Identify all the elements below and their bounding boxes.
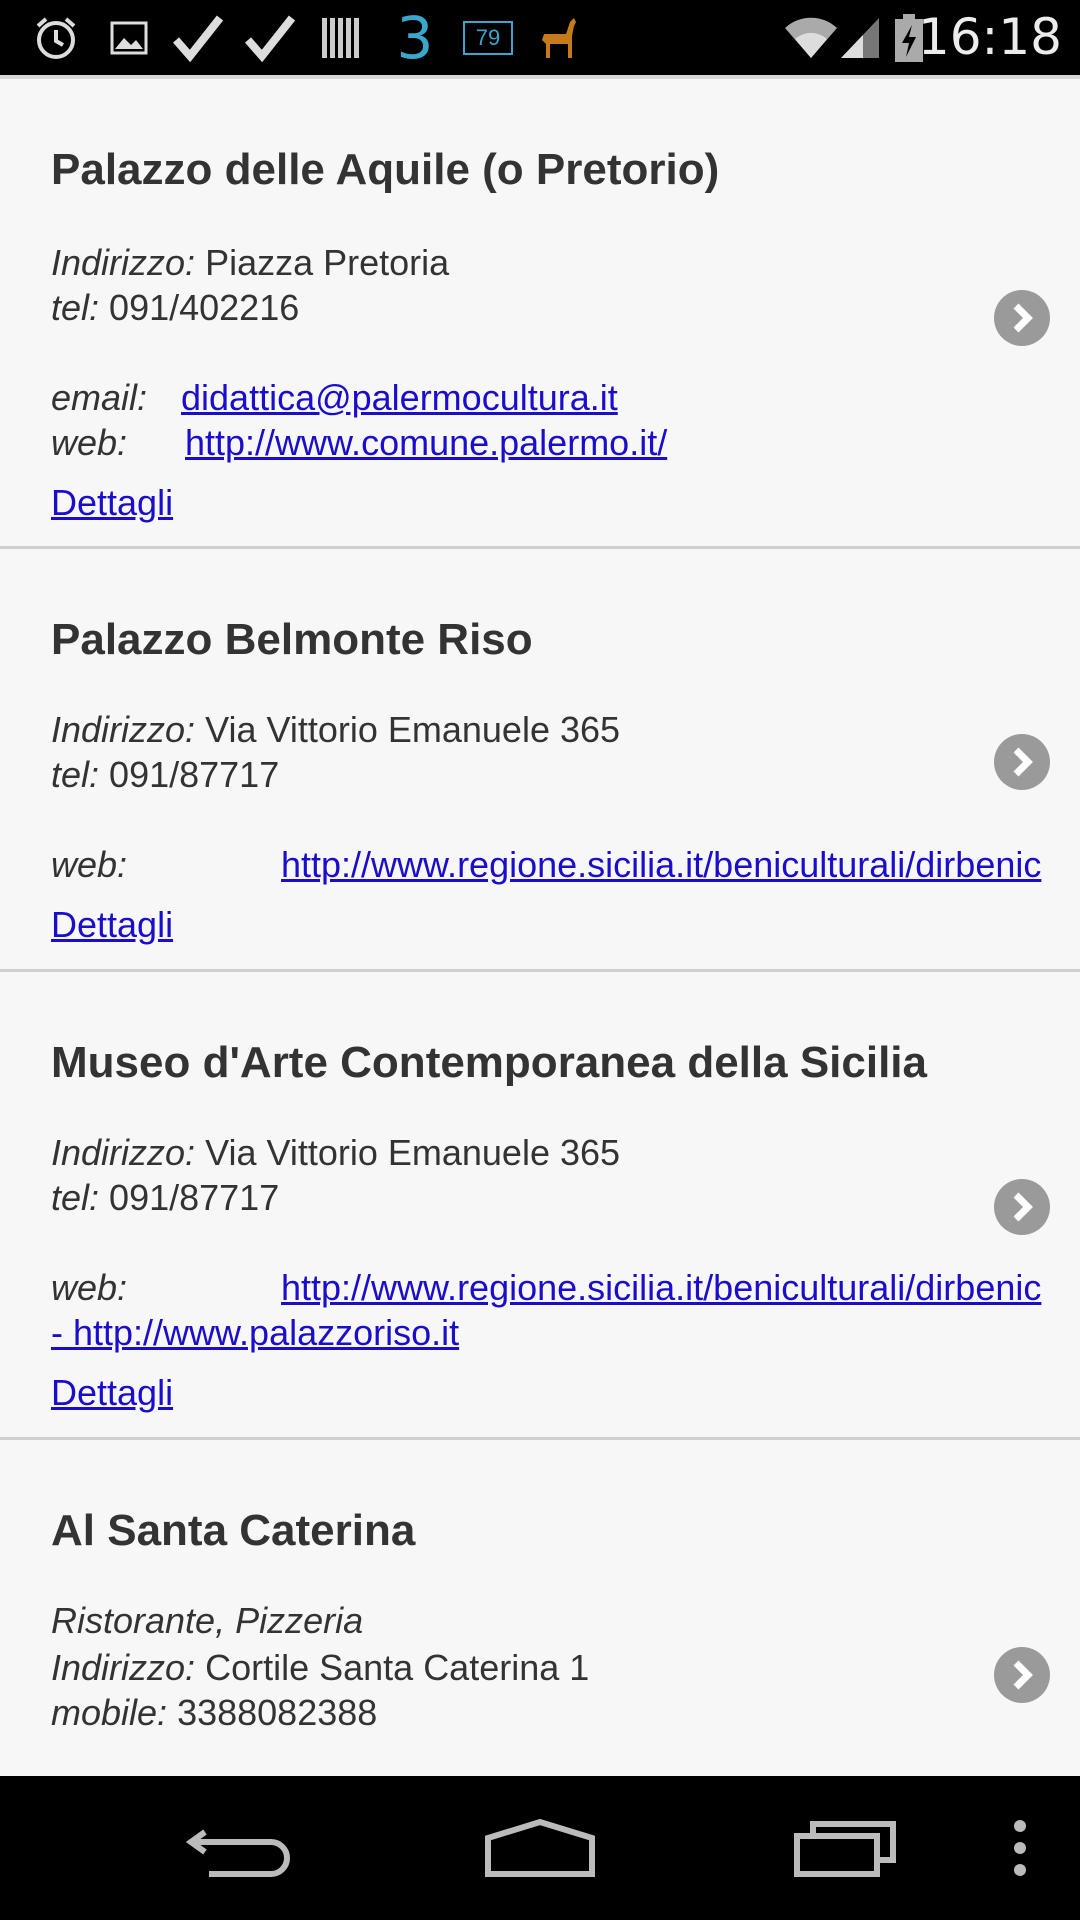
recents-icon[interactable] (775, 1776, 915, 1920)
email-label: email: (51, 377, 148, 418)
barcode-icon (318, 10, 364, 66)
image-icon (104, 10, 154, 66)
details-link[interactable]: Dettagli (51, 1372, 174, 1413)
alarm-icon (28, 10, 84, 66)
check-icon (170, 10, 226, 66)
email-link[interactable]: didattica@palermocultura.it (181, 377, 618, 418)
signal-icon (838, 10, 882, 66)
address-line: Indirizzo: Via Vittorio Emanuele 365 (51, 1132, 621, 1173)
chevron-right-icon[interactable] (994, 1179, 1050, 1235)
list-item[interactable] (0, 1440, 1080, 1776)
details-link[interactable]: Dettagli (51, 904, 174, 945)
mobile-line: mobile: 3388082388 (51, 1692, 378, 1733)
web-label: web: (51, 1267, 128, 1308)
home-icon[interactable] (470, 1776, 610, 1920)
item-title: Palazzo delle Aquile (o Pretorio) (51, 145, 720, 194)
address-line: Indirizzo: Via Vittorio Emanuele 365 (51, 709, 621, 750)
status-bar (0, 0, 1080, 75)
status-clock: 16:18 (917, 8, 1062, 66)
web-label: web: (51, 844, 128, 885)
wifi-icon (782, 10, 840, 66)
details-link[interactable]: Dettagli (51, 482, 174, 523)
deer-icon (534, 10, 582, 66)
content-list[interactable] (0, 75, 1080, 1776)
tel-line: tel: 091/87717 (51, 754, 280, 795)
tel-line: tel: 091/402216 (51, 287, 300, 328)
item-title: Museo d'Arte Contemporanea della Sicilia (51, 1038, 928, 1087)
chevron-right-icon[interactable] (994, 290, 1050, 346)
list-item[interactable] (0, 549, 1080, 972)
web-link[interactable]: http://www.regione.sicilia.it/beniculturali/dirbenic (281, 844, 1042, 885)
web-link[interactable]: http://www.comune.palermo.it/ (185, 422, 668, 463)
list-item[interactable] (0, 972, 1080, 1440)
list-item[interactable] (0, 75, 1080, 549)
web-link[interactable]: http://www.regione.sicilia.it/beniculturali/dirbenic (281, 1267, 1042, 1308)
web-label: web: (51, 422, 128, 463)
tel-line: tel: 091/87717 (51, 1177, 280, 1218)
check-icon (242, 10, 298, 66)
address-line: Indirizzo: Piazza Pretoria (51, 242, 450, 283)
navigation-bar (0, 1776, 1080, 1920)
carrier-3-icon: 3 (396, 4, 434, 72)
overflow-menu-icon[interactable] (990, 1776, 1050, 1920)
category-line: Ristorante, Pizzeria (51, 1600, 364, 1641)
web-link-secondary[interactable]: - http://www.palazzoriso.it (51, 1312, 460, 1353)
item-title: Al Santa Caterina (51, 1506, 416, 1555)
chevron-right-icon[interactable] (994, 734, 1050, 790)
battery-box-icon: 79 (460, 10, 516, 66)
address-line: Indirizzo: Cortile Santa Caterina 1 (51, 1647, 590, 1688)
item-title: Palazzo Belmonte Riso (51, 615, 533, 664)
chevron-right-icon[interactable] (994, 1647, 1050, 1703)
back-icon[interactable] (170, 1776, 310, 1920)
